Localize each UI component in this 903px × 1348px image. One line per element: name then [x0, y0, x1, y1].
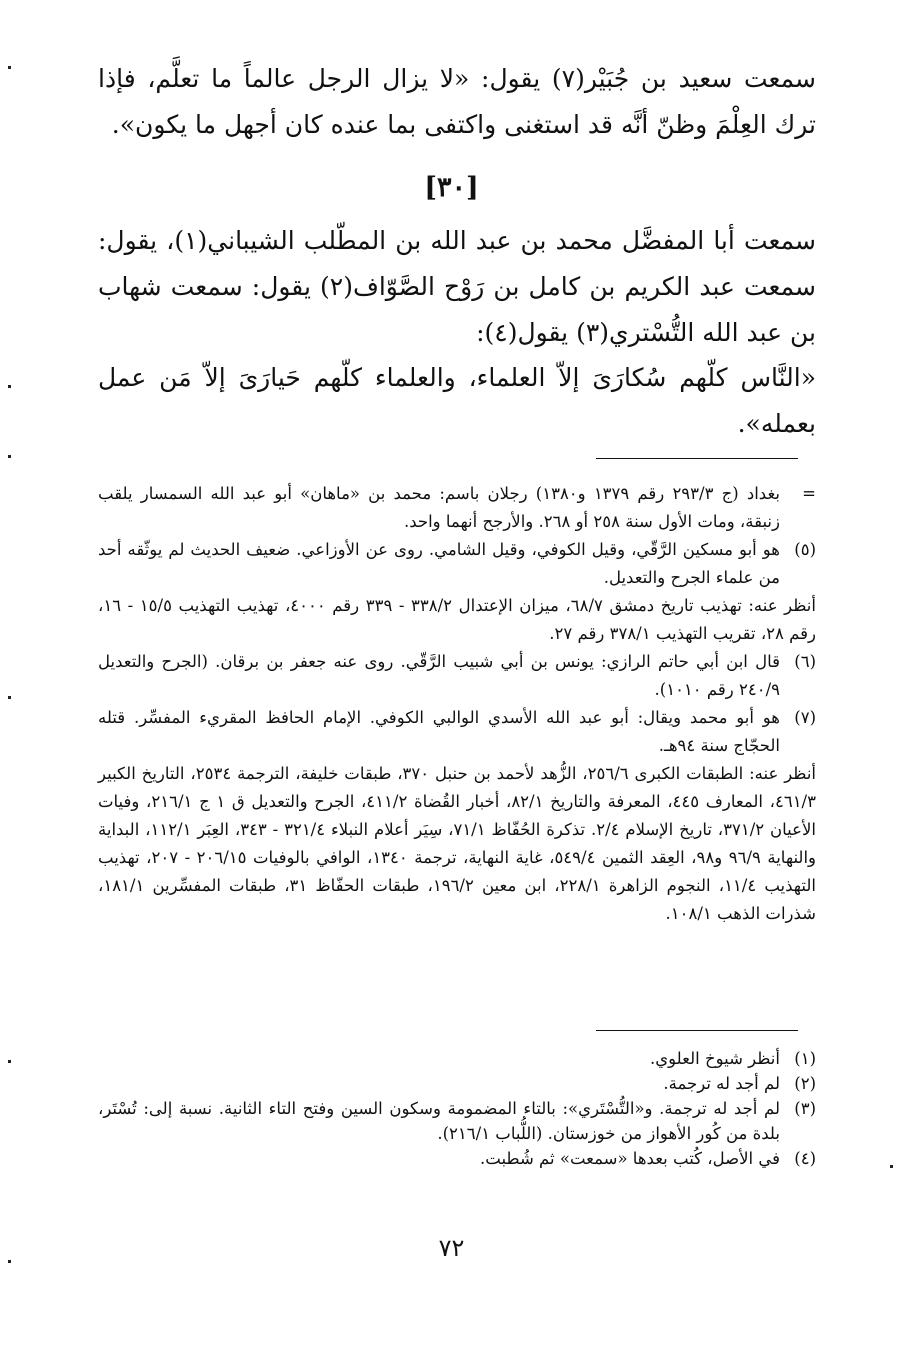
footnote-text: أنظر عنه: الطبقات الكبرى ٢٥٦/٦، الزُّهد لأحمد بن حنبل ٣٧٠، طبقات خليفة، الترجمة ٢٥٣٤، التاريخ الكبير ٤٦١/٣، المعارف ٤٤٥، المعرفة والتاريخ ٨٢/١، أخبار القُضاة ٤١١/٢، الجرح والتعديل ق ١ ج ٢١٦/١، وفيات الأعيان ٣٧١/٢، تاريخ الإسلام ٢/٤. تذكرة الحُفّاظ ٧١/١، سِيَر أعلام النبلاء ٣٢١/٤ - ٣٤٣، العِبَر ١١٢/١، البداية والنهاية ٩٦/٩ و٩٨، العِقد الثمين ٥٤٩/٤، غاية النهاية، ترجمة ١٣٤٠، الوافي بالوفيات ٢٠٦/١٥ - ٢٠٧، تهذيب التهذيب ١١/٤، النجوم الزاهرة ٢٢٨/١، ابن معين ١٩٦/٢، طبقات الحفّاظ ٣١، طبقات المفسِّرين ١٨١/١، شذرات الذهب ١٠٨/١.: [98, 764, 817, 923]
footnote: [98, 1071, 816, 1096]
footnotes-continued: [98, 480, 816, 928]
scan-mark: [8, 455, 11, 458]
footnote: [98, 1096, 816, 1146]
footnote-text: أنظر شيوخ العلوي.: [649, 1049, 780, 1068]
body-paragraph-quote: «النَّاس كلّهم سُكارَىَ إلاّ العلماء، والعلماء كلّهم حَيارَىَ إلاّ مَن عمل بعمله».: [98, 363, 816, 438]
footnote-number: (٥): [794, 540, 816, 559]
body-paragraph-isnad: سمعت أبا المفضَّل محمد بن عبد الله بن المطّلب الشيباني(١)، يقول: سمعت عبد الكريم بن كامل بن رَوْح الصَّوّاف(٢) يقول: سمعت شهاب بن عبد الله التُّسْتري(٣) يقول(٤):: [98, 226, 816, 347]
footnote-continuation: [98, 592, 816, 648]
footnote-text: بغداد (ج ٢٩٣/٣ رقم ١٣٧٩ و١٣٨٠) رجلان باسم: محمد بن «ماهان» أبو عبد الله السمسار يلقب زنبقة، ومات الأول سنة ٢٥٨ أو ٢٦٨. والأرجح أنهما واحد.: [98, 484, 781, 531]
scan-mark: [8, 696, 11, 699]
scan-mark: [8, 66, 11, 69]
footnote-number: (١): [794, 1049, 816, 1068]
body-paragraph-1: سمعت سعيد بن جُبَيْر(٧) يقول: «لا يزال الرجل عالماً ما تعلَّم، فإذا ترك العِلْمَ وظنّ أنَّه قد استغنى واكتفى بما عنده كان أجهل ما يكون».: [98, 64, 816, 139]
footnote-number: (٤): [794, 1149, 816, 1168]
scan-mark: [8, 385, 11, 388]
footnote-separator: [596, 458, 798, 459]
footnote-text: لم أجد له ترجمة.: [663, 1074, 780, 1093]
footnote: [98, 480, 816, 536]
footnote-number: (٧): [794, 708, 816, 727]
footnote-text: في الأصل، كُتب بعدها «سمعت» ثم شُطبت.: [480, 1149, 780, 1168]
scan-mark: [8, 1060, 11, 1063]
scan-mark: [890, 1165, 893, 1168]
page-number: ٧٢: [438, 1234, 465, 1262]
footnote-separator: [596, 1030, 798, 1031]
footnote-text: قال ابن أبي حاتم الرازي: يونس بن أبي شبيب الرَّقّي. روى عنه جعفر بن برقان. (الجرح والتعديل ٢٤٠/٩ رقم ١٠١٠).: [98, 652, 780, 699]
footnote-continuation: [98, 760, 816, 928]
footnote: [98, 536, 816, 592]
footnote-number: =: [802, 484, 816, 503]
footnote-number: (٢): [794, 1074, 816, 1093]
footnote-text: هو أبو مسكين الرَّقّي، وقيل الكوفي، وقيل الشامي. روى عن الأوزاعي. ضعيف الحديث لم يوثّقه أحد من علماء الجرح والتعديل.: [98, 540, 780, 587]
section-number-heading: [٣٠]: [424, 172, 479, 203]
footnote-text: أنظر عنه: تهذيب تاريخ دمشق ٦٨/٧، ميزان الإعتدال ٣٣٨/٢ - ٣٣٩ رقم ٤٠٠٠، تهذيب التهذيب ١٥/٥ - ١٦، رقم ٢٨، تقريب التهذيب ٣٧٨/١ رقم ٢٧.: [98, 596, 816, 643]
footnote-text: لم أجد له ترجمة. و«التُّسْتَري»: بالتاء المضمومة وسكون السين وفتح التاء الثانية. نسبة إلى: تُسْتَر، بلدة من كُور الأهواز من خوزستان. (اللُّباب ٢١٦/١).: [98, 1099, 780, 1143]
footnote: [98, 1046, 816, 1071]
footnote-number: (٣): [794, 1099, 816, 1118]
footnotes-current: [98, 1046, 816, 1171]
footnote-number: (٦): [794, 652, 816, 671]
footnote: [98, 704, 816, 760]
footnote: [98, 1146, 816, 1171]
footnote-text: هو أبو محمد ويقال: أبو عبد الله الأسدي الوالبي الكوفي. الإمام الحافظ المقريء المفسِّر. قتله الحجّاج سنة ٩٤هـ.: [98, 708, 780, 755]
footnote: [98, 648, 816, 704]
